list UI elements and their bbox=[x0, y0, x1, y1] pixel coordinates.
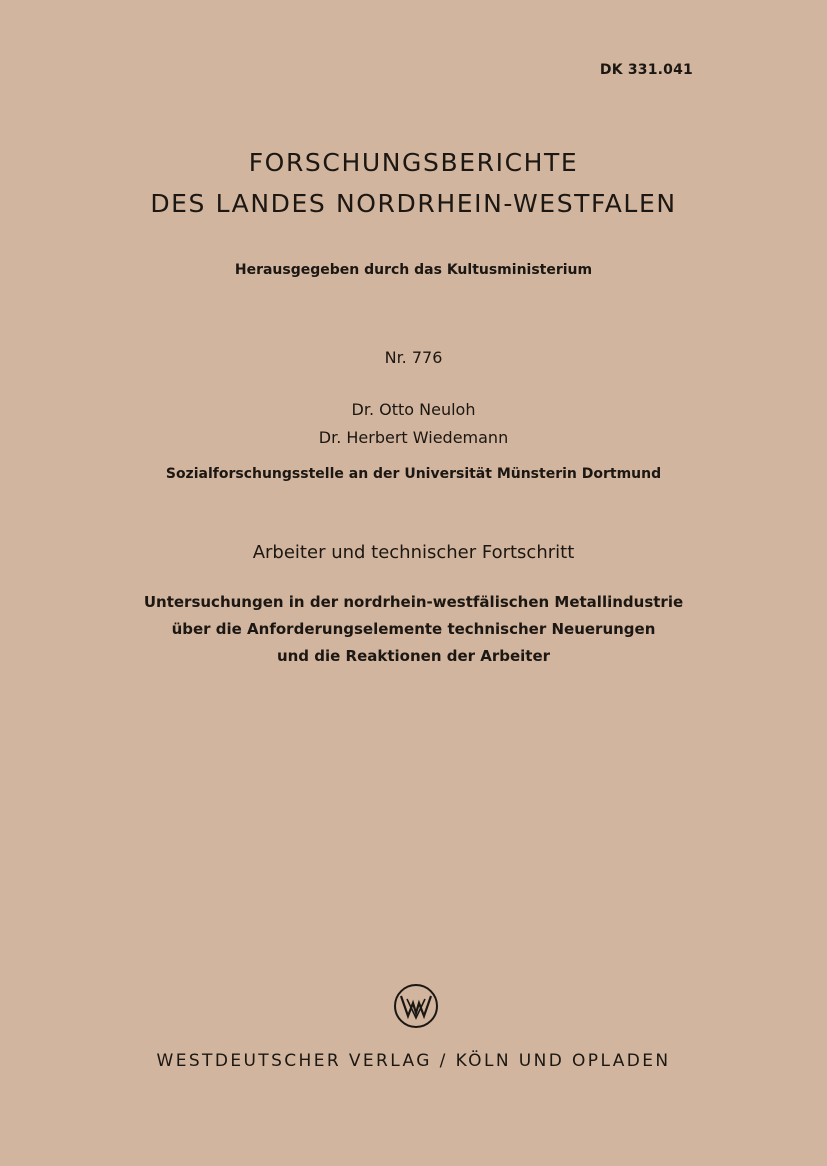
editor-line: Herausgegeben durch das Kultusministerium bbox=[234, 262, 593, 278]
westdeutscher-verlag-w-logo-icon bbox=[393, 983, 439, 1029]
subtitle-line-1: Untersuchungen in der nordrhein-westfälischen Metallindustrie bbox=[143, 593, 684, 611]
subtitle-line-3: und die Reaktionen der Arbeiter bbox=[276, 647, 551, 665]
publisher-line: WESTDEUTSCHER VERLAG / KÖLN UND OPLADEN bbox=[156, 1051, 671, 1071]
author-2: Dr. Herbert Wiedemann bbox=[318, 428, 509, 447]
series-title-line-1: FORSCHUNGSBERICHTE bbox=[248, 148, 579, 177]
author-1: Dr. Otto Neuloh bbox=[351, 400, 476, 419]
classification-code: DK 331.041 bbox=[599, 62, 693, 78]
subtitle-line-2: über die Anforderungselemente technischer Neuerungen bbox=[171, 620, 656, 638]
book-title: Arbeiter und technischer Fortschritt bbox=[252, 542, 575, 563]
series-title-line-2: DES LANDES NORDRHEIN-WESTFALEN bbox=[150, 189, 677, 218]
volume-number: Nr. 776 bbox=[384, 348, 443, 367]
institute-line: Sozialforschungsstelle an der Universität Münsterin Dortmund bbox=[165, 466, 662, 482]
